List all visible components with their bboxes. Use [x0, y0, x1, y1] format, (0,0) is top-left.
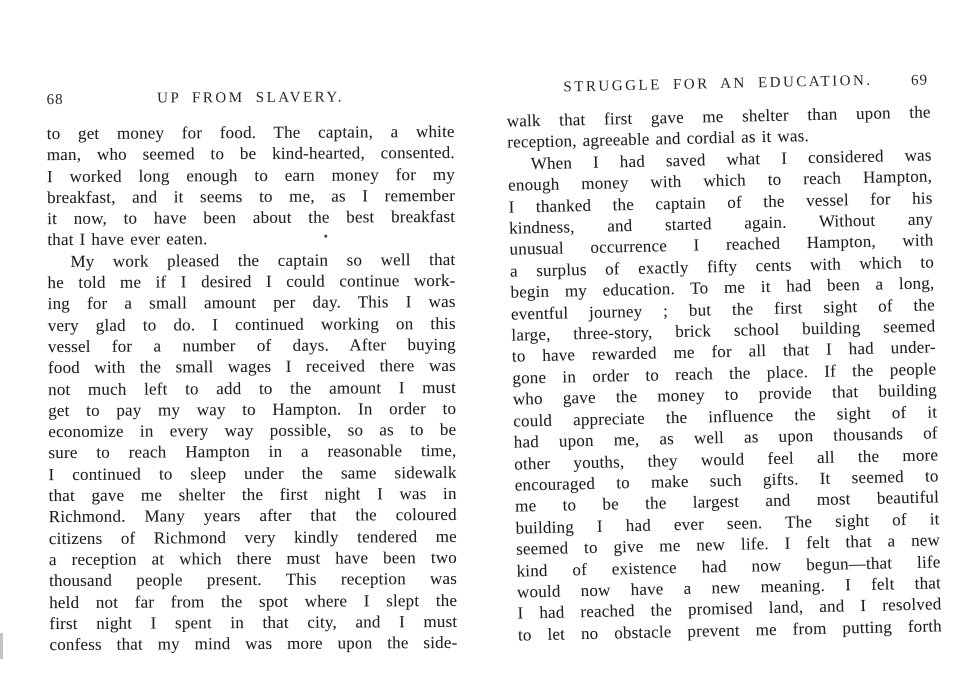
right-running-head-title: STRUGGLE FOR AN EDUCATION.	[563, 72, 873, 96]
text-line: it now, to have been about the best breakfast	[47, 207, 456, 229]
text-line: sure to reach Hampton in a reasonable time,	[48, 441, 457, 463]
text-line: that gave me shelter the first night I was in	[48, 483, 457, 506]
text-line: to have rewarded me for all that I had under-	[511, 337, 937, 367]
text-line: kindness, and started again. Without any	[508, 209, 934, 238]
text-line: first night I spent in that city, and I must	[49, 611, 458, 633]
text-line: eventful journey ; but the first sight of the	[510, 295, 936, 324]
text-line: begin my education. To me it had been a long,	[510, 273, 935, 302]
text-line: a surplus of exactly fifty cents with which to	[509, 252, 935, 281]
text-line: a reception at which there must have been two	[48, 547, 458, 570]
text-line: that I have ever eaten.	[47, 229, 208, 250]
text-line: Richmond. Many years after that the coloured	[48, 505, 457, 527]
text-line: economize in every way possible, so as to be	[48, 420, 457, 442]
text-line: very glad to do. I continued working on this	[47, 313, 456, 335]
text-line: me to be the largest and most beautiful	[514, 487, 940, 516]
text-line: to get money for food. The captain, a white	[46, 121, 455, 144]
text-line: I thanked the captain of the vessel for his	[508, 188, 933, 217]
text-line: ing for a small amount per day. This I was	[47, 292, 456, 314]
text-line: breakfast, and it seems to me, as I remember	[47, 185, 456, 207]
right-page-number: 69	[910, 72, 929, 89]
left-running-head	[47, 89, 455, 109]
text-line: building I had ever seen. The sight of it	[515, 509, 940, 538]
text-line: When I had saved what I considered was	[530, 145, 932, 173]
right-running-head	[506, 71, 930, 98]
text-line: food with the small wages I received there was	[47, 356, 457, 378]
text-line: would now have a new meaning. I felt that	[516, 573, 942, 602]
text-line: man, who seemed to be kind-hearted, consented.	[46, 143, 455, 165]
text-line: I continued to sleep under the same sidewalk	[48, 462, 457, 484]
text-line: vessel for a number of days. After buying	[47, 334, 456, 357]
text-line: My work pleased the captain so well that	[70, 249, 456, 271]
text-line: thousand people present. This reception was	[49, 569, 458, 591]
text-line: not much left to add to the amount I must	[48, 377, 457, 399]
text-line: reception, agreeable and cordial as it was.	[507, 126, 810, 153]
right-page-body	[507, 101, 943, 645]
text-line: confess that my mind was more upon the side-	[49, 633, 458, 655]
text-line: he told me if I desired I could continue work-	[47, 271, 456, 293]
text-line: gone in order to reach the place. If the people	[512, 359, 937, 388]
text-line: had upon me, as well as upon thousands of	[513, 423, 938, 452]
text-line: enough money with which to reach Hampton,	[507, 166, 933, 195]
text-line: get to pay my way to Hampton. In order to	[48, 398, 457, 420]
text-line: held not far from the spot where I slept the	[49, 590, 458, 612]
text-line: seemed to give me new life. I felt that a new	[515, 530, 941, 559]
text-line: walk that first gave me shelter than upon the	[506, 102, 931, 131]
right-page	[506, 71, 942, 645]
text-line: citizens of Richmond very kindly tendered me	[48, 526, 457, 548]
text-line: I worked long enough to earn money for my	[46, 164, 456, 186]
text-line: who gave the money to provide that building	[512, 380, 937, 409]
left-page-body	[47, 121, 458, 656]
text-line: large, three-story, brick school building seemed	[511, 316, 936, 345]
text-line: could appreciate the influence the sight of it	[513, 402, 938, 431]
left-page-number: 68	[46, 91, 64, 109]
text-line: unusual occurrence I reached Hampton, with	[509, 230, 934, 260]
text-line: encouraged to make such gifts. It seemed to	[514, 466, 939, 495]
text-line: kind of existence had now begun—that life	[516, 551, 941, 581]
scan-edge-artifact	[0, 633, 3, 659]
ink-speck-artifact	[324, 235, 327, 238]
text-line: to let no obstacle prevent me from putting forth	[517, 616, 943, 645]
left-running-head-title: UP FROM SLAVERY.	[157, 89, 345, 107]
left-page	[47, 89, 458, 656]
text-line: I had reached the promised land, and I resolved	[517, 594, 942, 623]
text-line: other youths, they would feel all the more	[514, 444, 939, 474]
